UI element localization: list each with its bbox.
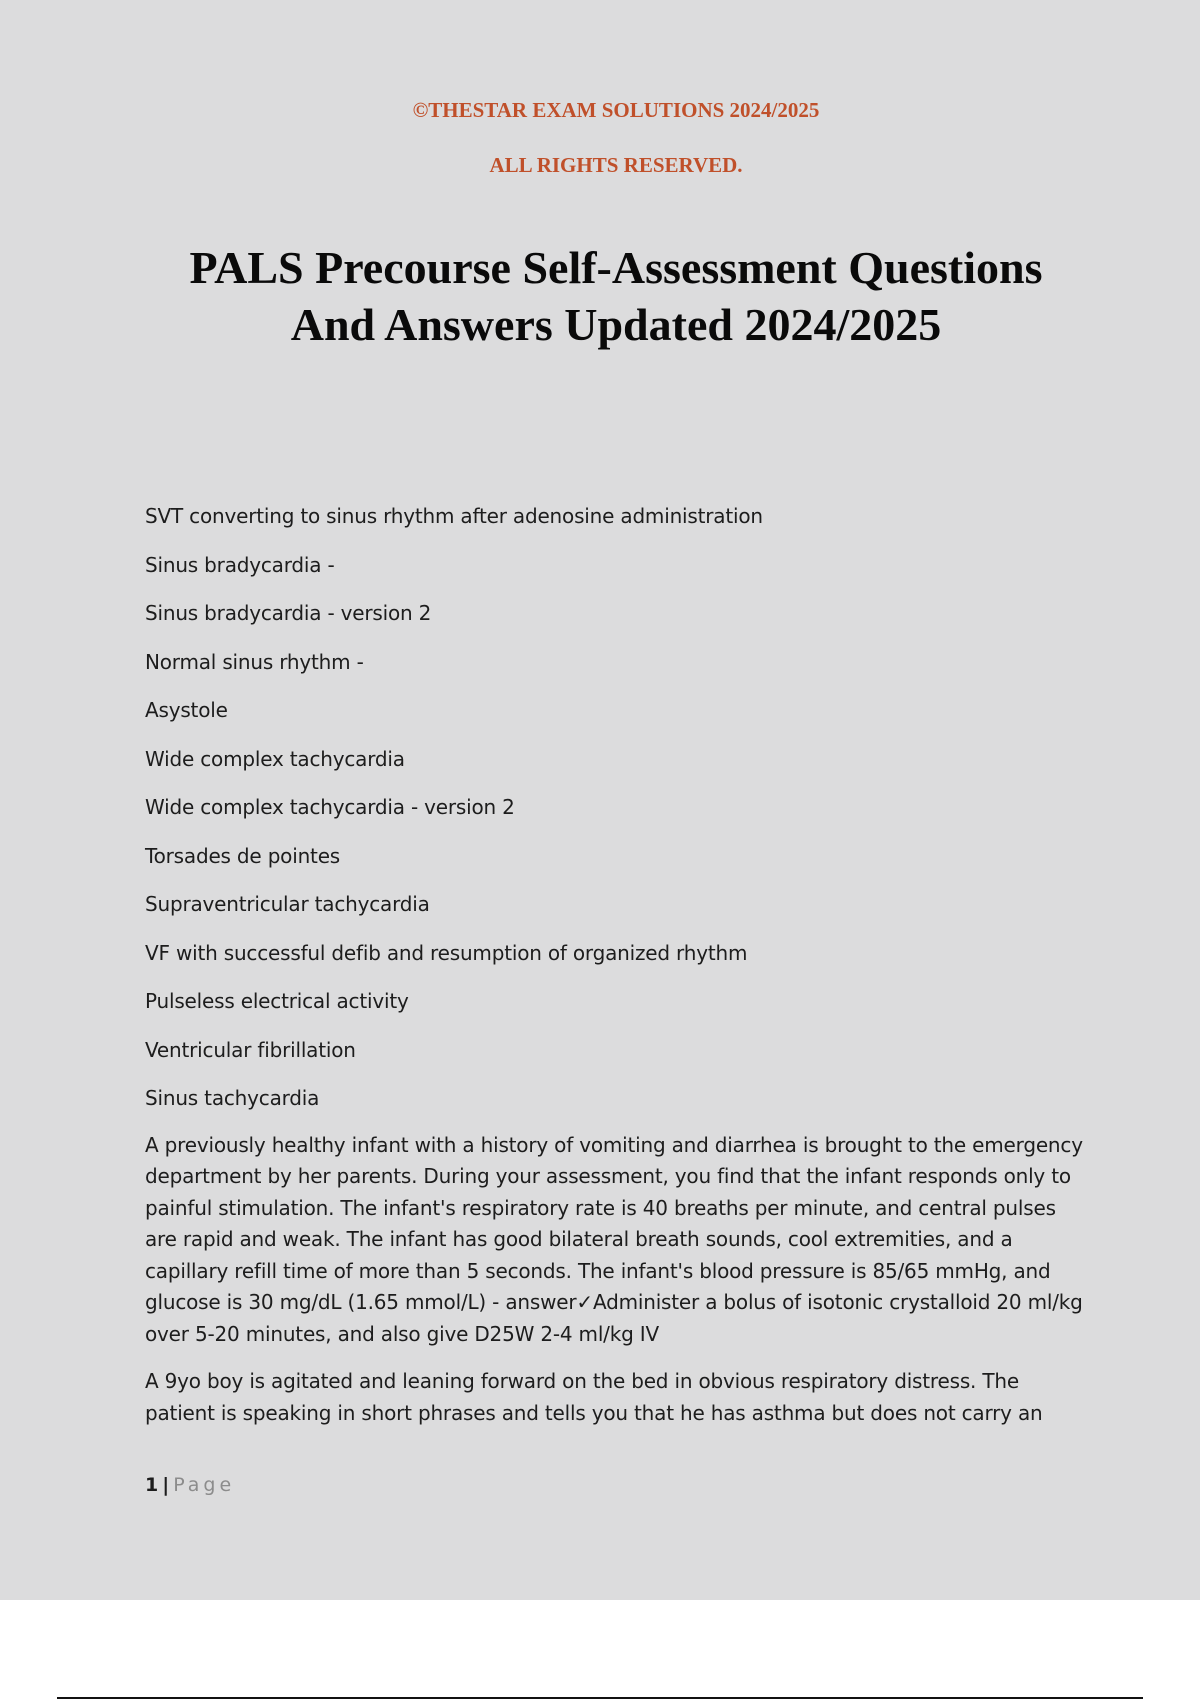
- rights-reserved-header: ALL RIGHTS RESERVED.: [489, 153, 743, 177]
- document-title-line-2: And Answers Updated 2024/2025: [290, 299, 942, 350]
- list-item: Wide complex tachycardia: [145, 746, 405, 771]
- list-item: Asystole: [145, 698, 228, 722]
- document-body: [145, 499, 1085, 1445]
- list-item: SVT converting to sinus rhythm after adenosine administration: [145, 504, 763, 528]
- list-item: Normal sinus rhythm -: [145, 649, 364, 674]
- page-label: Page: [173, 1474, 236, 1496]
- page-footer: [145, 1474, 235, 1496]
- list-item: Pulseless electrical activity: [145, 989, 409, 1013]
- question-paragraph: A previously healthy infant with a history of vomiting and diarrhea is brought to the emergency department by her parents. During your assessment, you find that the infant responds only to painful stimulation. The infant's respiratory rate is 40 breaths per minute, and central pulses are rapid and weak. The infant has good bilateral breath sounds, cool extremities, and a capillary refill time of more than 5 seconds. The infant's blood pressure is 85/65 mmHg, and glucose is 30 mg/dL (1.65 mmol/L) - answer✓Administer a bolus of isotonic crystalloid 20 ml/kg over 5-20 minutes, and also give D25W 2-4 ml/kg IV: [145, 1132, 1083, 1346]
- list-item: Supraventricular tachycardia: [145, 892, 430, 916]
- document-title-line-1: PALS Precourse Self-Assessment Questions: [189, 242, 1043, 293]
- list-item: VF with successful defib and resumption of organized rhythm: [145, 940, 748, 965]
- page-separator: |: [162, 1474, 170, 1496]
- list-item: Torsades de pointes: [145, 843, 341, 868]
- list-item: Wide complex tachycardia - version 2: [145, 795, 515, 819]
- list-item: Ventricular fibrillation: [145, 1037, 356, 1062]
- question-paragraph: A 9yo boy is agitated and leaning forward on the bed in obvious respiratory distress. The patient is speaking in short phrases and tells you that he has asthma but does not carry an: [145, 1369, 1043, 1425]
- list-item: Sinus tachycardia: [145, 1086, 320, 1110]
- list-item: Sinus bradycardia - version 2: [145, 601, 432, 625]
- document-title: [0, 239, 1200, 353]
- page-number: 1: [145, 1474, 159, 1496]
- copyright-header: ©THESTAR EXAM SOLUTIONS 2024/2025: [412, 98, 820, 122]
- list-item: Sinus bradycardia -: [145, 552, 335, 577]
- bottom-divider: [57, 1697, 1143, 1699]
